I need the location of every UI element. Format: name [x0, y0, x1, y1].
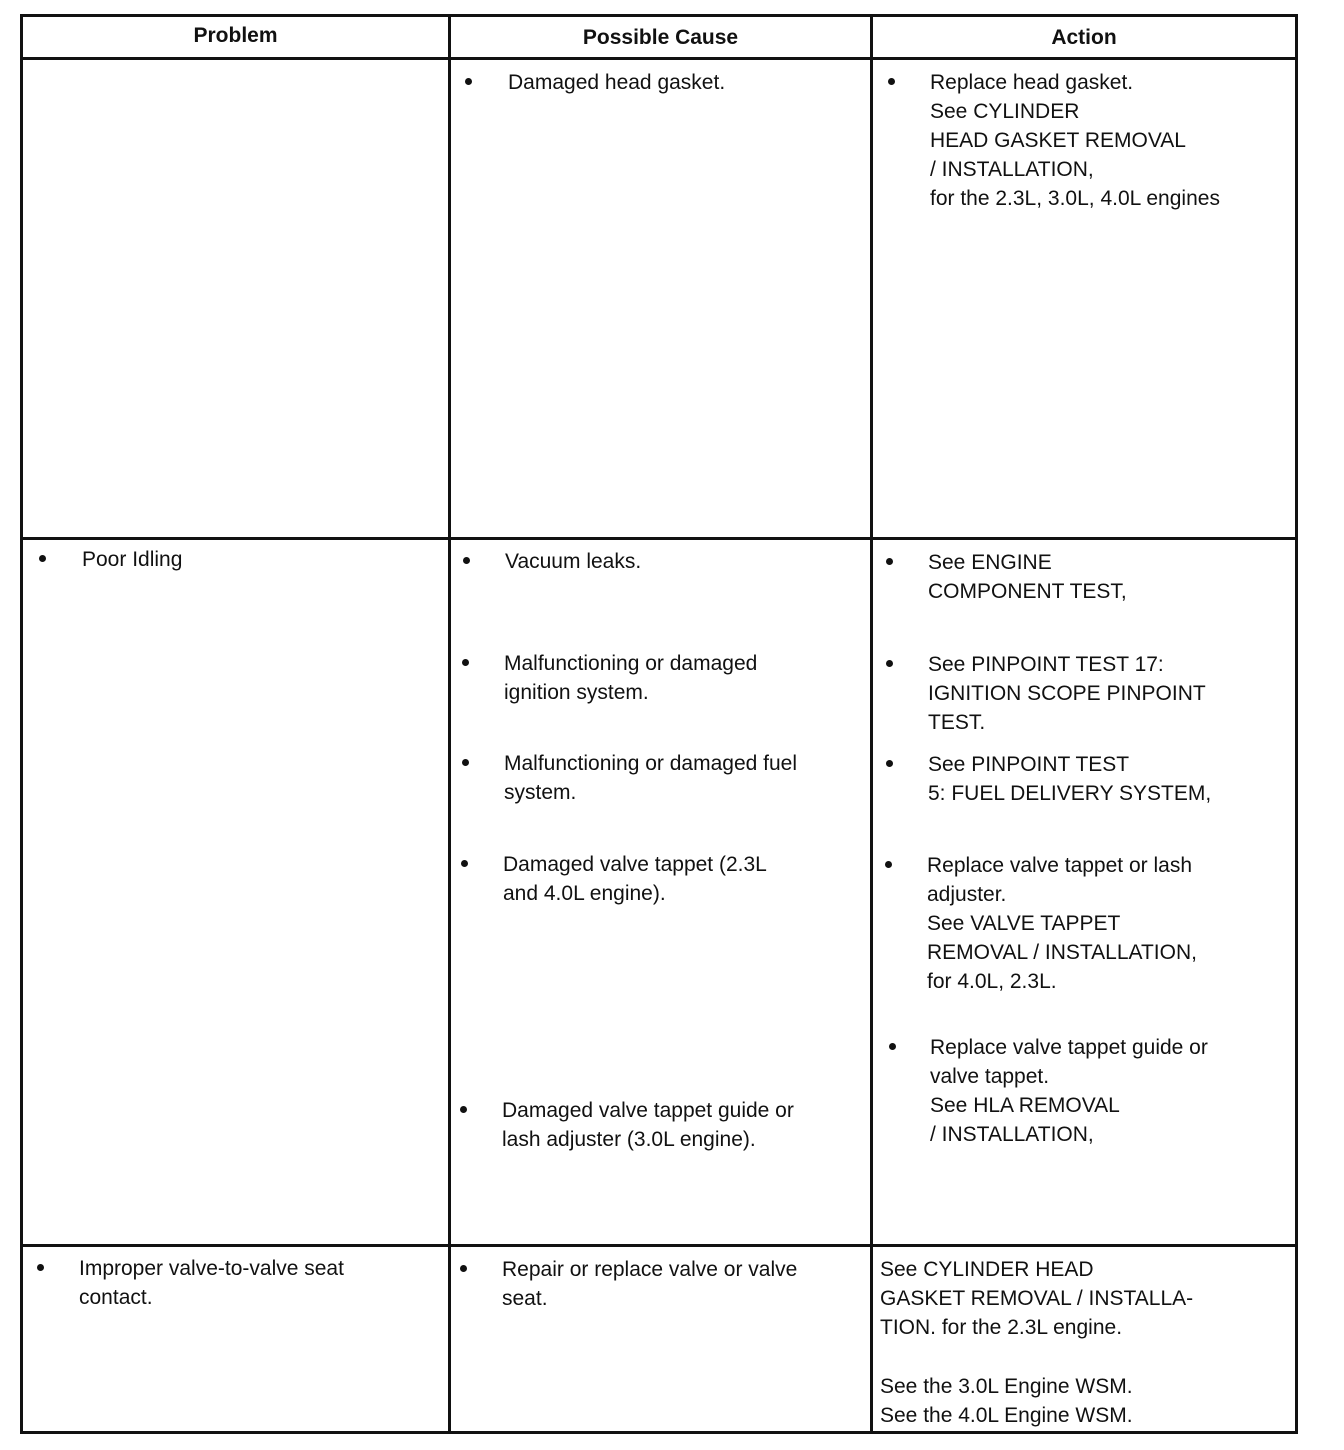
action-pinpoint-test-5: See PINPOINT TEST 5: FUEL DELIVERY SYSTEM,	[928, 753, 1212, 805]
cause-fuel-system: Malfunctioning or damaged fuel system.	[504, 752, 798, 804]
bullet	[460, 1106, 467, 1113]
cause-vacuum-leaks: Vacuum leaks.	[505, 550, 642, 573]
bullet	[37, 1264, 44, 1271]
action-replace-head-gasket: Replace head gasket. See CYLINDER HEAD GASKET REMOVAL / INSTALLATION, for the 2.3L, 3.0L, 4.0L engines	[930, 71, 1220, 210]
header-possible-cause: Possible Cause	[582, 26, 739, 49]
cause-tappet-guide-lash-adjuster: Damaged valve tappet guide or lash adjuster (3.0L engine).	[502, 1099, 794, 1151]
bullet	[889, 1043, 896, 1050]
problem-poor-idling: Poor Idling	[82, 548, 183, 571]
bullet	[886, 558, 893, 565]
bullet	[888, 78, 895, 85]
cause-valve-tappet: Damaged valve tappet (2.3L and 4.0L engine).	[503, 853, 767, 905]
cause-ignition-system: Malfunctioning or damaged ignition system.	[504, 652, 758, 704]
bullet	[462, 759, 469, 766]
bullet	[463, 557, 470, 564]
bullet	[885, 861, 892, 868]
row-divider-2	[20, 1244, 1298, 1247]
action-engine-component-test: See ENGINE COMPONENT TEST,	[928, 551, 1127, 603]
bullet	[465, 78, 472, 85]
bullet	[886, 760, 893, 767]
row-divider-1	[20, 537, 1298, 540]
action-cylinder-head-gasket: See CYLINDER HEAD GASKET REMOVAL / INSTALLA- TION. for the 2.3L engine.	[880, 1258, 1194, 1339]
bullet	[886, 660, 893, 667]
action-replace-tappet-guide: Replace valve tappet guide or valve tappet. See HLA REMOVAL / INSTALLATION,	[930, 1036, 1208, 1146]
action-pinpoint-test-17: See PINPOINT TEST 17: IGNITION SCOPE PINPOINT TEST.	[928, 653, 1206, 734]
column-divider-1	[448, 14, 451, 1434]
action-replace-valve-tappet: Replace valve tappet or lash adjuster. See VALVE TAPPET REMOVAL / INSTALLATION, for 4.0L, 2.3L.	[927, 854, 1197, 993]
cause-damaged-head-gasket: Damaged head gasket.	[508, 71, 726, 94]
header-divider	[20, 57, 1298, 60]
column-divider-2	[870, 14, 873, 1434]
action-engine-wsm-references: See the 3.0L Engine WSM. See the 4.0L Engine WSM.	[880, 1375, 1133, 1427]
cause-repair-replace-valve: Repair or replace valve or valve seat.	[502, 1258, 798, 1310]
bullet	[462, 659, 469, 666]
problem-improper-valve-seat-contact: Improper valve-to-valve seat contact.	[79, 1257, 344, 1309]
header-problem: Problem	[193, 24, 278, 47]
bullet	[39, 555, 46, 562]
bullet	[460, 1265, 467, 1272]
header-action: Action	[1051, 26, 1117, 49]
bullet	[461, 860, 468, 867]
